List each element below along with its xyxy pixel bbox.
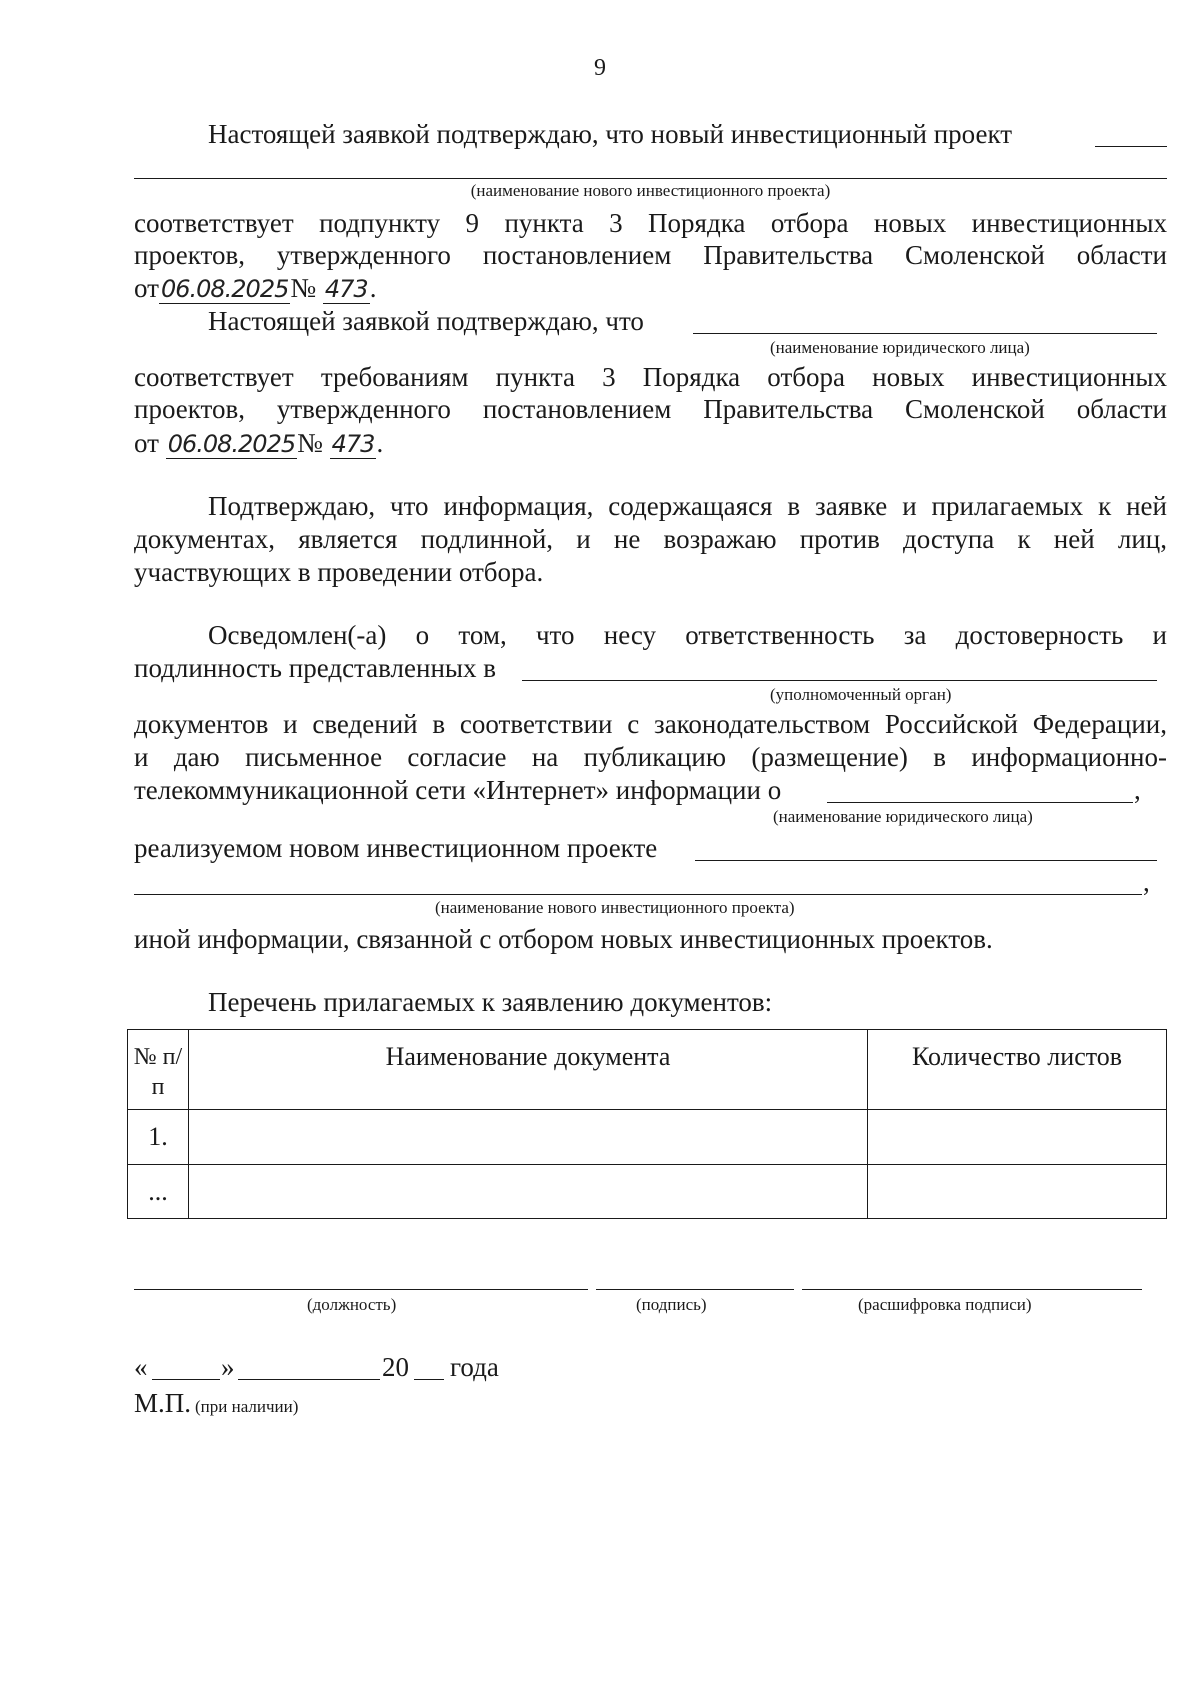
end-dot: . xyxy=(369,273,377,303)
header-sheet-count: Количество листов xyxy=(868,1030,1167,1110)
handwritten-date: 06.08.2025 xyxy=(167,430,296,458)
para4-line7: иной информации, связанной с отбором новых инвестиционных проектов. xyxy=(134,924,993,954)
position-caption: (должность) xyxy=(307,1295,397,1314)
para3-line1: Подтверждаю, что информация, содержащаяся в заявке и прилагаемых к ней xyxy=(208,491,1167,521)
para4-comma2: , xyxy=(1143,867,1150,897)
para4-line4: и даю письменное согласие на публикацию (размещение) в информационно- xyxy=(134,742,1167,772)
para3-line3: участвующих в проведении отбора. xyxy=(134,557,544,587)
para1-line2: соответствует подпункту 9 пункта 3 Порядка отбора новых инвестиционных xyxy=(134,208,1167,238)
para2-caption: (наименование юридического лица) xyxy=(770,338,1030,357)
para1-project-name-blank xyxy=(1095,146,1167,147)
handwritten-date: 06.08.2025 xyxy=(160,275,289,303)
para4-authority-blank xyxy=(522,680,1157,681)
signature-caption: (подпись) xyxy=(636,1295,707,1314)
signature-line xyxy=(596,1289,794,1290)
row-document-name xyxy=(189,1110,868,1165)
header-document-name: Наименование документа xyxy=(189,1030,868,1110)
day-blank xyxy=(152,1379,220,1380)
year-prefix: 20 xyxy=(382,1352,409,1382)
para1-date-line xyxy=(134,272,376,305)
month-blank xyxy=(238,1379,380,1380)
para4-project-blank xyxy=(695,860,1157,861)
stamp-note: (при наличии) xyxy=(195,1397,299,1416)
para4-caption3: (наименование нового инвестиционного проекта) xyxy=(435,898,795,917)
para4-caption1: (уполномоченный орган) xyxy=(770,685,952,704)
number-sign: № xyxy=(297,428,323,458)
para2-date-line xyxy=(134,427,383,460)
para4-caption2: (наименование юридического лица) xyxy=(773,807,1033,826)
para2-line3: проектов, утвержденного постановлением Правительства Смоленской области xyxy=(134,394,1167,424)
para4-legal-entity-blank xyxy=(827,802,1133,803)
para4-line2: подлинность представленных в xyxy=(134,653,497,683)
para1-line3: проектов, утвержденного постановлением Правительства Смоленской области xyxy=(134,240,1167,270)
row-number: ... xyxy=(128,1165,189,1219)
stamp-mp: М.П. xyxy=(134,1388,192,1418)
year-word: года xyxy=(450,1352,499,1382)
number-sign: № xyxy=(290,273,317,303)
handwritten-number: 473 xyxy=(324,275,368,303)
para3-line2: документах, является подлинной, и не возражаю против доступа к ней лиц, xyxy=(134,524,1167,554)
table-row xyxy=(128,1165,1167,1219)
para1-project-name-blank-2 xyxy=(134,178,1167,179)
documents-list-title: Перечень прилагаемых к заявлению документов: xyxy=(208,987,773,1017)
para2-line2: соответствует требованиям пункта 3 Порядка отбора новых инвестиционных xyxy=(134,362,1167,392)
para4-comma1: , xyxy=(1134,775,1141,805)
row-document-name xyxy=(189,1165,868,1219)
decoding-signature-line xyxy=(802,1289,1142,1290)
handwritten-number: 473 xyxy=(331,430,375,458)
year-blank xyxy=(414,1379,444,1380)
para4-line6: реализуемом новом инвестиционном проекте xyxy=(134,833,658,863)
from-label: от xyxy=(134,273,159,303)
para4-line1: Осведомлен(-а) о том, что несу ответственность за достоверность и xyxy=(208,620,1167,650)
page-number: 9 xyxy=(594,55,606,81)
end-dot: . xyxy=(376,428,384,458)
from-label: от xyxy=(134,428,159,458)
para1-caption: (наименование нового инвестиционного проекта) xyxy=(470,181,831,200)
para2-line1: Настоящей заявкой подтверждаю, что xyxy=(208,306,644,336)
row-number: 1. xyxy=(128,1110,189,1165)
para4-project-blank-2 xyxy=(134,894,1142,895)
decoding-caption: (расшифровка подписи) xyxy=(858,1295,1032,1314)
para1-line1: Настоящей заявкой подтверждаю, что новый инвестиционный проект xyxy=(208,119,1013,149)
table-row xyxy=(128,1110,1167,1165)
date-open-quote: « xyxy=(134,1352,148,1382)
stamp-line xyxy=(134,1387,298,1419)
row-sheet-count xyxy=(868,1165,1167,1219)
position-signature-line xyxy=(134,1289,588,1290)
header-number: № п/п xyxy=(128,1030,189,1110)
row-sheet-count xyxy=(868,1110,1167,1165)
para2-legal-entity-blank xyxy=(693,333,1157,334)
table-header-row xyxy=(128,1030,1167,1110)
documents-table xyxy=(127,1029,1167,1219)
para4-line5: телекоммуникационной сети «Интернет» информации о xyxy=(134,775,782,805)
para4-line3: документов и сведений в соответствии с законодательством Российской Федерации, xyxy=(134,709,1167,739)
date-close-quote: » xyxy=(221,1352,235,1382)
